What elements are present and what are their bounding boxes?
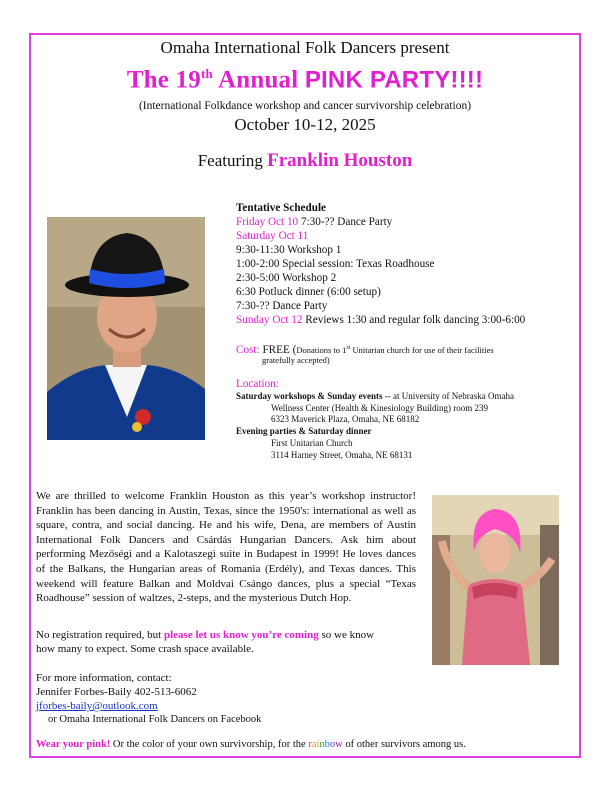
location-evening-heading: Evening parties & Saturday dinner <box>236 426 372 436</box>
location-sat-line3: 6323 Maverick Plaza, Omaha, NE 68182 <box>271 414 420 424</box>
contact-facebook: or Omaha International Folk Dancers on Facebook <box>48 714 262 725</box>
contact-email-link[interactable]: jforbes-baily@outlook.com <box>36 700 158 712</box>
title-emphasis: PINK PARTY!!!! <box>304 66 484 94</box>
cost-note-a: Donations to 1 <box>296 344 347 355</box>
presenter-line: Omaha International Folk Dancers present <box>160 38 450 57</box>
schedule-friday-day: Friday Oct 10 <box>236 216 299 228</box>
location-eve-line2: First Unitarian Church <box>271 438 353 448</box>
schedule-item: 9:30-11:30 Workshop 1 <box>236 244 342 256</box>
location-sat-head-tail: -- at University of Nebraska Omaha <box>382 391 515 401</box>
contact-person: Jennifer Forbes-Baily 402-513-6062 <box>36 686 197 698</box>
schedule-item: 1:00-2:00 Special session: Texas Roadhouse <box>236 258 435 270</box>
cost-note-line2: gratefully accepted) <box>262 355 330 365</box>
schedule-heading: Tentative Schedule <box>236 202 327 214</box>
rainbow-letter: i <box>316 739 320 750</box>
schedule-saturday-day: Saturday Oct 11 <box>236 230 309 242</box>
rainbow-letter: a <box>311 739 317 750</box>
schedule-sunday-text: Reviews 1:30 and regular folk dancing 3:00-6:00 <box>302 314 526 326</box>
title-prefix: The 19 <box>126 66 201 94</box>
rainbow-letter: o <box>329 739 336 750</box>
schedule-friday <box>236 215 392 229</box>
schedule-sunday-day: Sunday Oct 12 <box>236 314 303 326</box>
rainbow-word <box>308 739 342 750</box>
footer-emphasis: Wear your pink! <box>36 739 111 750</box>
footer-text-a: Or the color of your own survivorship, for the <box>110 739 309 750</box>
event-subtitle: (International Folkdance workshop and cancer survivorship celebration) <box>138 100 472 112</box>
schedule-friday-text: 7:30-?? Dance Party <box>298 216 393 228</box>
event-dates: October 10-12, 2025 <box>234 115 376 134</box>
event-title <box>29 66 581 94</box>
cost-note-sup: st <box>346 345 351 351</box>
instructor-name: Franklin Houston <box>267 150 413 171</box>
instructor-photo <box>47 217 205 440</box>
registration-line <box>36 628 374 643</box>
cost-value: FREE ( <box>259 343 297 356</box>
location-label: Location: <box>236 378 279 390</box>
instructor-photo-illustration <box>47 217 205 440</box>
dancer-photo-illustration <box>432 495 559 665</box>
rainbow-letter: w <box>335 739 343 750</box>
footer-line <box>36 738 466 753</box>
featuring-line <box>29 150 581 172</box>
registration-text-b: so we know <box>318 629 375 641</box>
location-sat-head: Saturday workshops & Sunday events <box>236 391 383 401</box>
featuring-label: Featuring <box>197 151 268 170</box>
rainbow-letter: b <box>324 739 330 750</box>
location-sat-line2: Wellness Center (Health & Kinesiology Building) room 239 <box>271 403 488 413</box>
bio-paragraph: We are thrilled to welcome Franklin Houston as this year’s workshop instructor! Franklin has been dancing in Austin, Texas, since the 1950's: international as well as square, contra, and social dancing. He and his wife, Dena, are members of Austin International Folk Dancers and Csárdás Hungarian Dancers. Ask him about performing Mezőségi and a Kalotaszegi suite in Budapest in 1999! He loves dances of the Balkans, the Hungarian areas of Romania (Erdély), and Texas dances. This weekend will feature Balkan and Moldvai Csángo dances, plus a special “Texas Roadhouse” session of waltzes, 2-steps, and the mysterious Dutch Hop. <box>36 490 416 605</box>
contact-heading: For more information, contact: <box>36 672 172 684</box>
schedule-item: 2:30-5:00 Workshop 2 <box>236 272 337 284</box>
location-eve-line3: 3114 Harney Street, Omaha, NE 68131 <box>271 450 413 460</box>
rainbow-letter: n <box>319 739 325 750</box>
dancer-photo <box>432 495 559 665</box>
schedule-item: 7:30-?? Dance Party <box>236 300 328 312</box>
registration-highlight: please let us know you’re coming <box>164 629 319 641</box>
registration-line2: how many to expect. Some crash space available. <box>36 643 254 655</box>
cost-label: Cost: <box>236 343 260 356</box>
registration-text-a: No registration required, but <box>36 629 164 641</box>
rainbow-letter: r <box>308 739 312 750</box>
footer-text-b: of other survivors among us. <box>342 739 466 750</box>
cost-note-b: Unitarian church for use of their facilities <box>350 344 494 355</box>
title-superscript: th <box>200 66 213 81</box>
schedule-sunday <box>236 313 525 327</box>
title-middle: Annual <box>212 66 305 94</box>
schedule-item: 6:30 Potluck dinner (6:00 setup) <box>236 286 381 298</box>
